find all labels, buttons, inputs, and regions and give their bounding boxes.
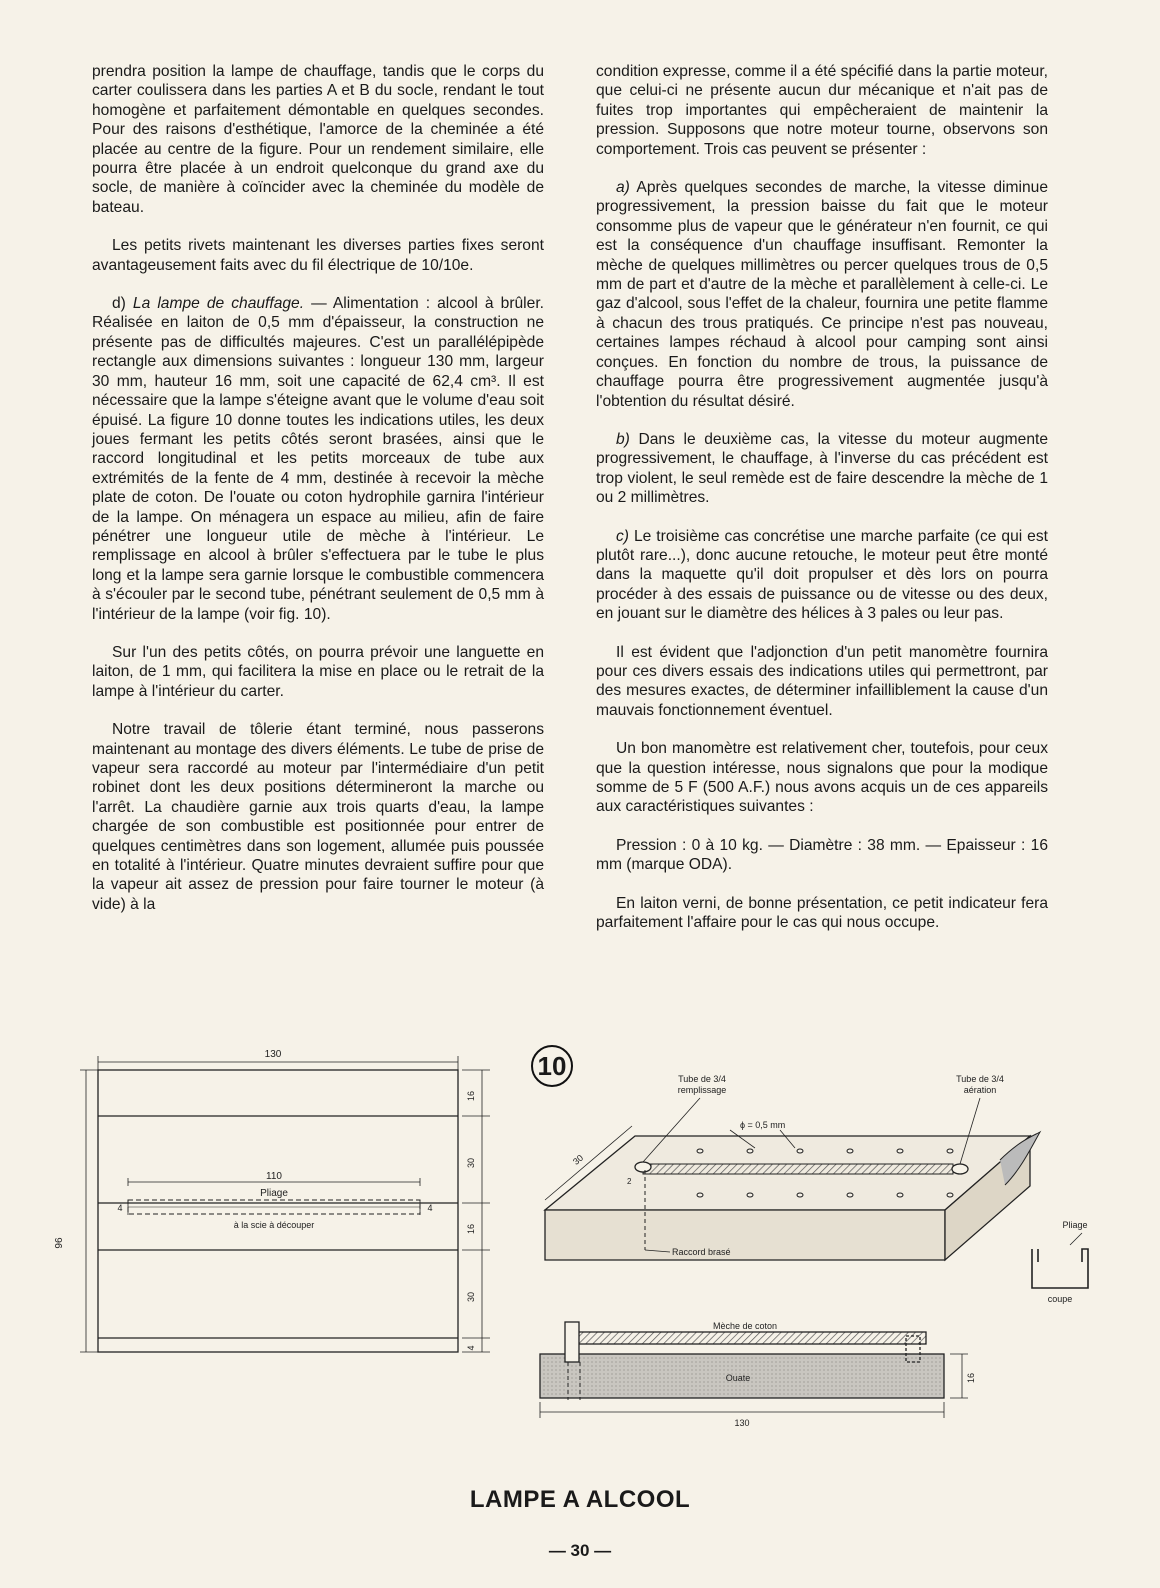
paragraph: c) Le troisième cas concrétise une marche parfaite (ce qui est plutôt rare...), donc aucune retouche, le moteur peut être monté dans la maquette qu'il doit propulser et dès lors on pourra procéder à des essais de puissance ou de vitesse ou des deux, en jouant sur le diamètre des hélices à 3 pales ou leur pas.: [596, 527, 1048, 623]
paragraph: b) Dans le deuxième cas, la vitesse du moteur augmente progressivement, le chauffage, à l'inverse du cas précédent est trop violent, le seul remède est de faire descendre la mèche de 1 ou 2 millimètres.: [596, 430, 1048, 507]
label-joint: Raccord brasé: [672, 1247, 731, 1257]
label-fold: Pliage: [260, 1188, 288, 1199]
dim-height: 16: [966, 1372, 976, 1384]
side-dim: 16: [466, 1090, 476, 1102]
dim-length: 130: [264, 1049, 282, 1060]
paragraph: Sur l'un des petits côtés, on pourra prévoir une languette en laiton, de 1 mm, qui facilitera la mise en place ou le retrait de la lampe à l'intérieur du carter.: [92, 643, 544, 700]
dim-slot-width: 4: [117, 1203, 123, 1213]
label-section: coupe: [1047, 1294, 1073, 1304]
figure-number: 10: [531, 1045, 573, 1087]
label-fill-tube: Tube de 3/4 remplissage: [677, 1074, 727, 1095]
label-wick: Mèche de coton: [712, 1321, 778, 1331]
dim-slot: 110: [266, 1171, 282, 1182]
section-drawing: [1032, 1233, 1088, 1288]
paragraph: En laiton verni, de bonne présentation, ce petit indicateur fera parfaitement l'affaire pour le cas qui nous occupe.: [596, 894, 1048, 932]
right-column: [596, 62, 1048, 951]
figure-caption: LAMPE A ALCOOL: [469, 1486, 691, 1513]
dim-slot-width: 4: [427, 1203, 433, 1213]
label-saw: à la scie à découper: [233, 1220, 315, 1230]
lamp-drawings: [54, 1040, 1110, 1480]
figure-10: [54, 1040, 1110, 1480]
paragraph: Il est évident que l'adjonction d'un petit manomètre fournira pour ces divers essais des indications utiles qui permettront, par des mesures exactes, de déterminer infailliblement la cause d'un mauvais fonctionnement éventuel.: [596, 643, 1048, 719]
label-air-tube: Tube de 3/4 aération: [956, 1074, 1004, 1095]
side-dim: 4: [466, 1345, 476, 1351]
label-hole: ϕ = 0,5 mm: [740, 1120, 786, 1130]
label-wadding: Ouate: [725, 1373, 751, 1383]
dim-length: 130: [734, 1418, 750, 1428]
side-view-drawing: [540, 1322, 968, 1418]
dim-height: 96: [54, 1237, 65, 1249]
page-number: — 30 —: [548, 1541, 612, 1560]
paragraph: Notre travail de tôlerie étant terminé, nous passerons maintenant au montage des divers éléments. Le tube de prise de vapeur sera raccordé au moteur par l'intermédiaire d'un petit robinet dont les deux positions détermineront la marche ou l'arrêt. La chaudière garnie aux trois quarts d'eau, la lampe chargée de son combustible est positionnée pour entrer de quelques centimètres dans son logement, allumée puis poussée en totalité à l'intérieur. Quatre minutes devraient suffire pour que la vapeur ait assez de pression pour faire tourner le moteur (à vide) à la: [92, 721, 544, 913]
paragraph: d) La lampe de chauffage. — Alimentation : alcool à brûler. Réalisée en laiton de 0,5 mm d'épaisseur, la construction ne présente pas de difficultés majeures. C'est un parallélépipède rectangle aux dimensions suivantes : longueur 130 mm, largeur 30 mm, hauteur 16 mm, soit une capacité de 62,4 cm³. Il est nécessaire que la lampe s'éteigne avant que le volume d'eau soit épuisé. La figure 10 donne toutes les indications utiles, les deux joues fermant les petits côtés seront brasées, ainsi que le raccord longitudinal et les petits morceaux de tube aux extrémités de la fente de 4 mm, destinée à recevoir la mèche plate de coton. De l'ouate ou coton hydrophile garnira l'intérieur de la lampe. On ménagera un espace au milieu, afin de faire pénétrer une longueur utile de mèche à l'intérieur. Le remplissage en alcool à brûler s'effectuera par le tube le plus long et la lampe sera garnie lorsque le combustible commencera à s'écouler par le second tube, pénétrant seulement de 0,5 mm à l'intérieur de la lampe (voir fig. 10).: [92, 295, 544, 623]
paragraph: condition expresse, comme il a été spécifié dans la partie moteur, que celui-ci ne présente aucun dur mécanique et n'ait pas de fuites trop importantes qui empêcheraient de maintenir la pression. Supposons que notre moteur tourne, observons son comportement. Trois cas peuvent se présenter :: [596, 63, 1048, 158]
paragraph: Les petits rivets maintenant les diverses parties fixes seront avantageusement faits avec du fil électrique de 10/10e.: [92, 237, 544, 274]
dim-small: 2: [627, 1177, 632, 1186]
dim-width: 30: [571, 1152, 586, 1167]
isometric-drawing: [545, 1098, 1040, 1260]
side-dim: 30: [466, 1291, 476, 1303]
paragraph: a) Après quelques secondes de marche, la vitesse diminue progressivement, la pression baisse du fait que le moteur consomme plus de vapeur que le générateur n'en fournit, ce qui est la conséquence d'un chauffage insuffisant. Remonter la mèche de quelques millimètres ou percer quelques trous de 0,5 mm de part et d'autre de la mèche et parallèlement à celle-ci. Le gaz d'alcool, sous l'effet de la chaleur, fournira une petite flamme à chacun des trous pratiqués. Ce principe n'est pas nouveau, certaines lampes réchaud à alcool pour camping sont ainsi conçues. En fonction du nombre de trous, la puissance de chauffage pourra être progressivement augmentée jusqu'à l'obtention du résultat désiré.: [596, 179, 1048, 410]
side-dim: 16: [466, 1223, 476, 1235]
paragraph: Pression : 0 à 10 kg. — Diamètre : 38 mm. — Epaisseur : 16 mm (marque ODA).: [596, 836, 1048, 874]
paragraph: Un bon manomètre est relativement cher, toutefois, pour ceux que la question intéresse, nous signalons que pour la modique somme de 5 F (500 A.F.) nous avons acquis un de ces appareils aux caractéristiques suivantes :: [596, 740, 1048, 816]
paragraph: prendra position la lampe de chauffage, tandis que le corps du carter coulissera dans les parties A et B du socle, rendant le tout homogène et parfaitement démontable en quelques secondes. Pour des raisons d'esthétique, l'amorce de la cheminée a été placée au centre de la figure. Pour un rendement similaire, elle pourra être placée à un endroit quelconque du grand axe du socle, de manière à coïncider avec la cheminée du modèle de bateau.: [92, 63, 544, 216]
label-fold-section: Pliage: [1062, 1220, 1088, 1230]
left-column: [92, 62, 544, 933]
side-dim: 30: [466, 1157, 476, 1169]
